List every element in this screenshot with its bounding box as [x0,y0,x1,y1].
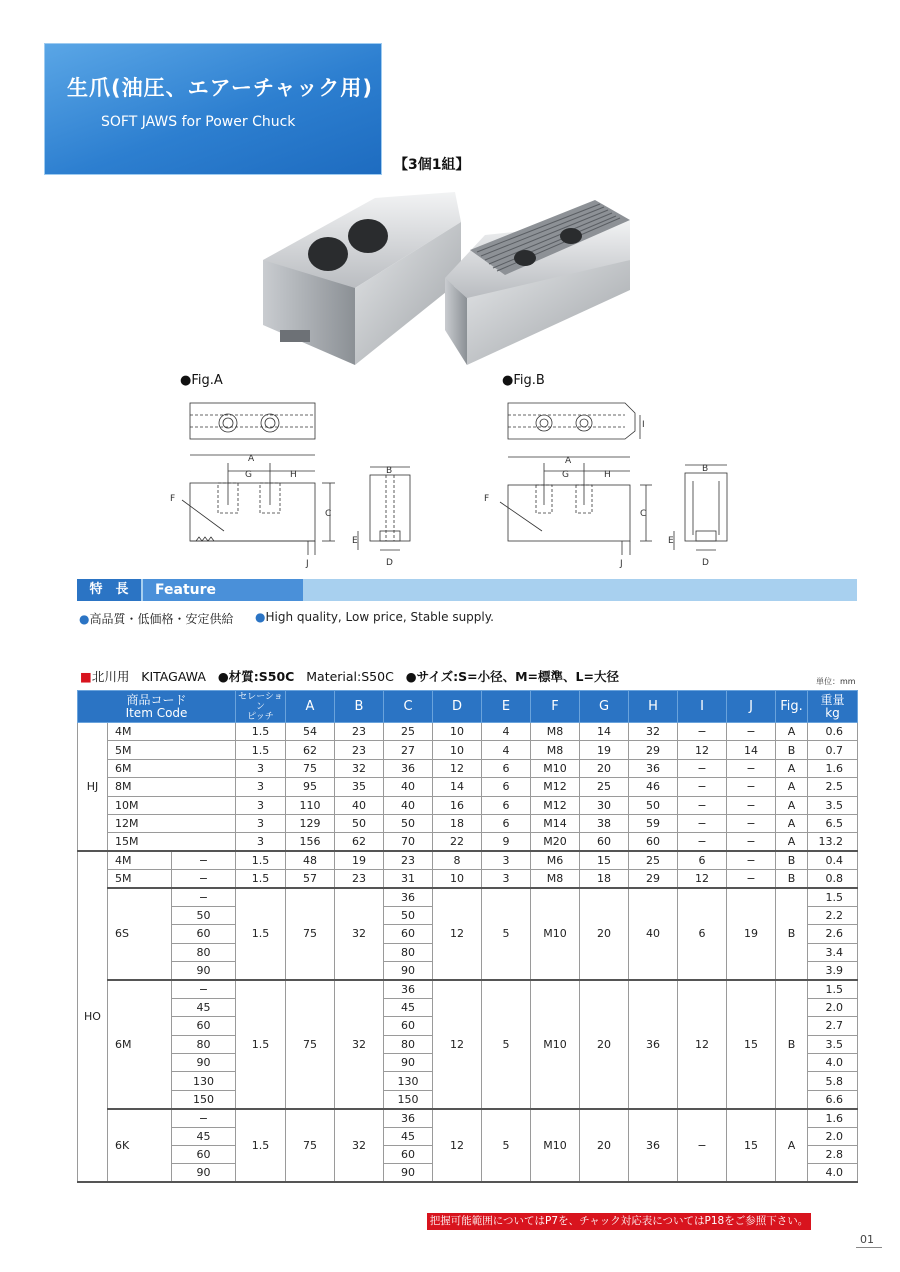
table-cell: 95 [286,778,335,796]
table-cell: 3 [236,759,286,777]
table-cell: 31 [384,870,433,888]
table-cell: − [678,796,727,814]
table-cell: B [776,980,808,1109]
table-cell: 32 [335,980,384,1109]
table-cell: 10 [433,870,482,888]
table-cell: 130 [172,1072,236,1090]
table-cell: 50 [384,814,433,832]
table-cell: 6.5 [808,814,858,832]
header-pitch: セレーション ピッチ [236,691,286,723]
table-cell: 1.5 [236,870,286,888]
item-code: 6M [108,980,172,1109]
table-cell: 80 [384,1035,433,1053]
table-cell: − [678,814,727,832]
table-row [78,980,858,998]
table-cell: 75 [286,888,335,980]
table-cell: 23 [384,851,433,869]
table-cell: 0.7 [808,741,858,759]
table-cell: 70 [384,833,433,851]
table-cell: 2.7 [808,1017,858,1035]
table-cell: 1.5 [808,980,858,998]
table-cell: A [776,723,808,741]
table-cell: 129 [286,814,335,832]
table-cell: − [727,796,776,814]
table-cell: − [727,870,776,888]
table-cell: 10 [433,723,482,741]
table-cell: 23 [335,741,384,759]
spec-line: ■北川用 KITAGAWA ●材質:S50C Material:S50C ●サイズ:S=小径、M=標準、L=大径 [80,669,619,684]
table-cell: A [776,833,808,851]
table-cell: 32 [335,1109,384,1183]
table-cell: 4.0 [808,1164,858,1182]
table-cell: 80 [384,943,433,961]
table-row [78,796,858,814]
table-cell: 6.6 [808,1090,858,1108]
table-cell: 36 [384,1109,433,1127]
header-a: A [286,691,335,723]
dim-j-b: J [620,559,623,569]
material-jp: 材質:S50C [228,669,295,684]
table-cell: 5 [482,1109,531,1183]
table-cell: 4 [482,723,531,741]
table-cell: 0.8 [808,870,858,888]
dim-d: D [386,558,393,568]
table-cell: − [727,833,776,851]
table-cell: 6 [678,888,727,980]
item-code: 6K [108,1109,172,1183]
table-cell: M12 [531,778,580,796]
table-cell: B [776,888,808,980]
table-cell: 62 [286,741,335,759]
product-photo [255,180,655,370]
table-cell: 25 [580,778,629,796]
table-cell: 3 [482,851,531,869]
table-cell: 1.5 [236,980,286,1109]
page-number: 01 [860,1233,874,1246]
table-cell: 15M [108,833,236,851]
table-cell: 36 [629,980,678,1109]
table-cell: 25 [629,851,678,869]
table-cell: 150 [384,1090,433,1108]
table-cell: 5 [482,888,531,980]
table-cell: 54 [286,723,335,741]
table-cell: − [172,980,236,998]
group-ho: HO [78,851,108,1182]
table-cell: 6M [108,759,236,777]
table-cell: 19 [335,851,384,869]
table-cell: M12 [531,796,580,814]
table-cell: B [776,851,808,869]
table-cell: B [776,870,808,888]
table-cell: 3.9 [808,962,858,980]
header-fig: Fig. [776,691,808,723]
table-cell: − [172,1109,236,1127]
table-cell: − [678,778,727,796]
unit-label: 単位：mm [816,677,856,686]
table-cell: 12 [433,759,482,777]
table-cell: M20 [531,833,580,851]
set-label: 【3個1組】 [394,157,470,173]
table-cell: 6 [482,814,531,832]
table-cell: M8 [531,741,580,759]
table-cell: 3 [236,833,286,851]
table-cell: 35 [335,778,384,796]
table-cell: 18 [580,870,629,888]
page-number-rule [856,1247,882,1248]
table-cell: 32 [335,759,384,777]
dim-c: C [325,509,332,519]
dim-a: A [248,454,255,464]
table-cell: 50 [335,814,384,832]
table-cell: M6 [531,851,580,869]
table-cell: 3.4 [808,943,858,961]
table-cell: 12 [678,980,727,1109]
table-cell: 80 [172,1035,236,1053]
table-cell: 10M [108,796,236,814]
table-cell: 25 [384,723,433,741]
table-row [78,851,858,869]
header-e: E [482,691,531,723]
maker-jp: 北川用 [91,669,130,684]
table-cell: 2.2 [808,906,858,924]
table-cell: M10 [531,980,580,1109]
table-cell: 36 [629,1109,678,1183]
table-row [78,759,858,777]
table-cell: 12 [433,888,482,980]
table-cell: 60 [172,925,236,943]
table-cell: 50 [172,906,236,924]
table-cell: A [776,796,808,814]
table-row [78,814,858,832]
dim-g: G [245,470,252,480]
header-i: I [678,691,727,723]
table-cell: 4M [108,851,172,869]
table-cell: 1.5 [808,888,858,906]
table-cell: 36 [384,888,433,906]
table-cell: − [678,723,727,741]
table-cell: 13.2 [808,833,858,851]
table-cell: 20 [580,1109,629,1183]
table-cell: 45 [384,1127,433,1145]
table-cell: 60 [172,1017,236,1035]
table-cell: 1.5 [236,723,286,741]
table-cell: 23 [335,870,384,888]
header-c: C [384,691,433,723]
table-row [78,741,858,759]
table-cell: A [776,778,808,796]
table-cell: − [727,759,776,777]
bullet-icon: ● [79,612,90,626]
dim-a-b: A [565,456,572,466]
dim-e-b: E [668,536,674,546]
table-cell: 75 [286,759,335,777]
table-cell: 90 [384,962,433,980]
red-square-icon: ■ [80,669,92,684]
feature-tag-en: Feature [143,579,303,601]
table-cell: 15 [727,1109,776,1183]
table-cell: − [678,759,727,777]
table-cell: A [776,759,808,777]
spec-table [77,690,858,1183]
header-j: J [727,691,776,723]
table-cell: 5M [108,741,236,759]
table-cell: 14 [580,723,629,741]
table-cell: 45 [172,998,236,1016]
header-b: B [335,691,384,723]
dim-d-b: D [702,558,709,568]
table-cell: 57 [286,870,335,888]
table-cell: M8 [531,870,580,888]
table-cell: 29 [629,741,678,759]
table-cell: − [727,723,776,741]
table-cell: 4M [108,723,236,741]
table-cell: 90 [172,962,236,980]
table-row [78,723,858,741]
table-cell: − [727,851,776,869]
table-cell: A [776,1109,808,1183]
table-cell: 1.5 [236,851,286,869]
table-cell: 3 [236,814,286,832]
table-cell: 62 [335,833,384,851]
dim-g-b: G [562,470,569,480]
fig-a-drawing [160,395,430,570]
table-row [78,833,858,851]
table-cell: 14 [727,741,776,759]
table-cell: 40 [384,778,433,796]
table-cell: 15 [727,980,776,1109]
header-g: G [580,691,629,723]
maker-en: KITAGAWA [141,669,206,684]
table-cell: − [678,833,727,851]
table-cell: 60 [629,833,678,851]
dim-c-b: C [640,509,647,519]
table-cell: 6 [482,759,531,777]
table-cell: 45 [384,998,433,1016]
dim-i-b: I [642,420,645,430]
table-cell: 5.8 [808,1072,858,1090]
table-cell: − [172,851,236,869]
table-cell: 156 [286,833,335,851]
table-cell: B [776,741,808,759]
title-banner [44,43,382,175]
material-en: Material:S50C [306,669,394,684]
table-cell: 90 [172,1054,236,1072]
table-cell: − [172,888,236,906]
table-cell: 20 [580,980,629,1109]
table-cell: 12 [678,870,727,888]
table-cell: 90 [172,1164,236,1182]
table-cell: 1.5 [236,888,286,980]
table-cell: 5M [108,870,172,888]
table-row [78,1109,858,1127]
dim-h: H [290,470,297,480]
feature-item-en: ●High quality, Low price, Stable supply. [255,610,494,624]
table-cell: 4.0 [808,1054,858,1072]
table-cell: 18 [433,814,482,832]
feature-item-jp: ●高品質・低価格・安定供給 [79,612,234,626]
table-cell: 5 [482,980,531,1109]
fig-a-label: ●Fig.A [180,373,223,388]
table-cell: A [776,814,808,832]
table-cell: 60 [384,1145,433,1163]
table-cell: 20 [580,888,629,980]
table-cell: 27 [384,741,433,759]
table-cell: M10 [531,888,580,980]
item-code: 6S [108,888,172,980]
size-note: サイズ:S=小径、M=標準、L=大径 [416,669,619,684]
table-cell: 0.4 [808,851,858,869]
table-cell: 3.5 [808,796,858,814]
table-cell: 40 [335,796,384,814]
table-cell: 2.6 [808,925,858,943]
table-cell: 30 [580,796,629,814]
table-cell: 9 [482,833,531,851]
table-cell: M8 [531,723,580,741]
table-cell: 15 [580,851,629,869]
header-weight: 重量 kg [808,691,858,723]
table-cell: 45 [172,1127,236,1145]
table-cell: 14 [433,778,482,796]
table-cell: − [727,778,776,796]
table-cell: 32 [629,723,678,741]
dim-b: B [386,466,393,476]
table-cell: 2.8 [808,1145,858,1163]
table-cell: 12 [433,980,482,1109]
table-cell: 130 [384,1072,433,1090]
table-cell: 36 [384,759,433,777]
fig-b-drawing [480,395,750,570]
table-cell: 20 [580,759,629,777]
table-cell: M10 [531,759,580,777]
feature-tag-jp: 特 長 [77,579,141,601]
table-cell: 60 [580,833,629,851]
table-cell: 75 [286,1109,335,1183]
table-cell: 46 [629,778,678,796]
table-cell: 6 [678,851,727,869]
table-cell: 36 [384,980,433,998]
table-cell: 12M [108,814,236,832]
table-cell: 3 [236,778,286,796]
table-cell: M14 [531,814,580,832]
table-cell: 2.0 [808,998,858,1016]
table-cell: 150 [172,1090,236,1108]
table-cell: 16 [433,796,482,814]
table-cell: 3 [482,870,531,888]
table-cell: 50 [384,906,433,924]
dim-f: F [170,494,176,504]
table-cell: 12 [433,1109,482,1183]
table-cell: 1.6 [808,759,858,777]
table-cell: 2.5 [808,778,858,796]
table-cell: 22 [433,833,482,851]
table-cell: 60 [172,1145,236,1163]
table-cell: 8M [108,778,236,796]
table-cell: 3.5 [808,1035,858,1053]
page-subtitle: SOFT JAWS for Power Chuck [101,114,296,130]
reference-note: 把握可能範囲についてはP7を、チャック対応表についてはP18をご参照下さい。 [427,1213,811,1230]
table-cell: 23 [335,723,384,741]
table-row [78,888,858,906]
table-cell: − [727,814,776,832]
table-cell: 10 [433,741,482,759]
table-cell: − [678,1109,727,1183]
table-cell: 60 [384,1017,433,1035]
table-cell: 60 [384,925,433,943]
dim-j: J [306,559,309,569]
table-cell: 4 [482,741,531,759]
dim-f-b: F [484,494,490,504]
table-cell: 110 [286,796,335,814]
group-hj: HJ [78,723,108,852]
table-cell: 40 [629,888,678,980]
header-h: H [629,691,678,723]
table-cell: 90 [384,1054,433,1072]
header-d: D [433,691,482,723]
table-cell: 12 [678,741,727,759]
table-cell: M10 [531,1109,580,1183]
table-cell: 38 [580,814,629,832]
header-item-code: 商品コード Item Code [78,691,236,723]
table-cell: 50 [629,796,678,814]
table-cell: 48 [286,851,335,869]
table-cell: 75 [286,980,335,1109]
table-row [78,778,858,796]
table-cell: 1.5 [236,1109,286,1183]
dim-e: E [352,536,358,546]
table-cell: 0.6 [808,723,858,741]
table-cell: 8 [433,851,482,869]
table-cell: 40 [384,796,433,814]
feature-section-bar [77,579,857,601]
table-cell: 1.5 [236,741,286,759]
dim-h-b: H [604,470,611,480]
table-cell: 3 [236,796,286,814]
header-f: F [531,691,580,723]
table-row [78,870,858,888]
table-cell: 19 [580,741,629,759]
table-cell: 90 [384,1164,433,1182]
bullet-icon: ● [255,610,266,624]
table-cell: 6 [482,778,531,796]
table-cell: 36 [629,759,678,777]
table-cell: 19 [727,888,776,980]
table-cell: 29 [629,870,678,888]
page-title: 生爪(油圧、エアーチャック用) [67,76,373,100]
fig-b-label: ●Fig.B [502,373,545,388]
dim-b-b: B [702,464,709,474]
table-cell: 80 [172,943,236,961]
table-cell: 59 [629,814,678,832]
table-cell: 6 [482,796,531,814]
table-cell: 2.0 [808,1127,858,1145]
table-cell: 1.6 [808,1109,858,1127]
table-cell: 32 [335,888,384,980]
table-cell: − [172,870,236,888]
